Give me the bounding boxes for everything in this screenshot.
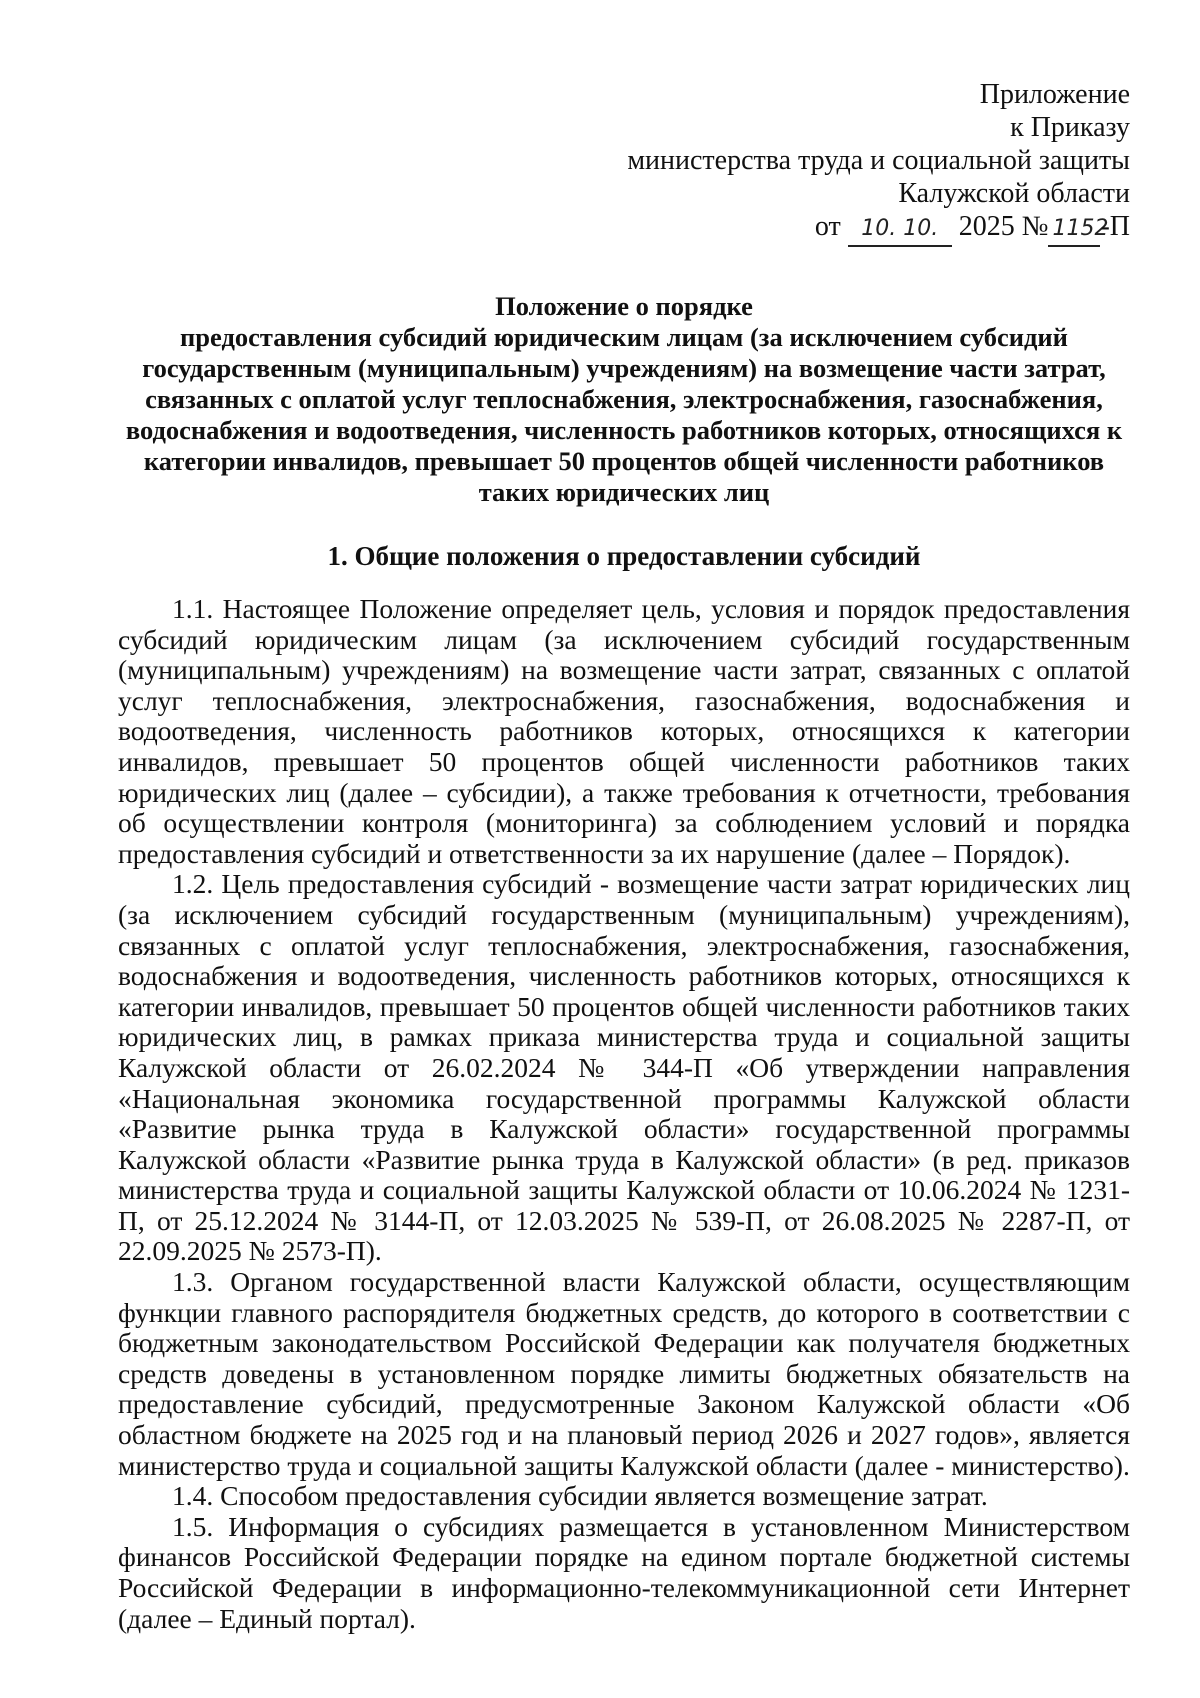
- appendix-order-ref: к Приказу: [1010, 112, 1130, 143]
- paragraph-1-4: 1.4. Способом предоставления субсидии является возмещение затрат.: [172, 1480, 988, 1512]
- appendix-label: Приложение: [979, 79, 1130, 110]
- paragraph-1-3: 1.3. Органом государственной власти Калужской области, осуществляющим функции главного распорядителя бюджетных средств, до которого в соответствии с бюджетным законодательством Российской Федерации как получателя бюджетных средств доведены в установленном порядке лимиты бюджетных обязательств на предоставление субсидий, предусмотренные Законом Калужской области «Об областном бюджете на 2025 год и на плановый период 2026 и 2027 годов», является министерство труда и социальной защиты Калужской области (далее - министерство).: [118, 1266, 1130, 1481]
- handwritten-date: 10. 10.: [848, 212, 952, 247]
- appendix-region: Калужской области: [898, 178, 1130, 209]
- document-title: [118, 291, 1130, 508]
- paragraph-1-2: 1.2. Цель предоставления субсидий - возмещение части затрат юридических лиц (за исключением субсидий государственным (муниципальным) учреждениям), связанных с оплатой услуг теплоснабжения, электроснабжения, газоснабжения, водоснабжения и водоотведения, численность работников которых, относящихся к категории инвалидов, превышает 50 процентов общей численности работников таких юридических лиц, в рамках приказа министерства труда и социальной защиты Калужской области от 26.02.2024 № 344-П «Об утверждении направления «Национальная экономика государственной программы Калужской области «Развитие рынка труда в Калужской области» государственной программы Калужской области «Развитие рынка труда в Калужской области» (в ред. приказов министерства труда и социальной защиты Калужской области от 10.06.2024 № 1231-П, от 25.12.2024 № 3144-П, от 12.03.2025 № 539-П, от 26.08.2025 № 2287-П, от 22.09.2025 № 2573-П).: [118, 868, 1130, 1267]
- number-suffix: -П: [1100, 211, 1130, 242]
- paragraph-1-5: 1.5. Информация о субсидиях размещается в установленном Министерством финансов Российской Федерации порядке на едином портале бюджетной системы Российской Федерации в информационно-телекоммуникационной сети Интернет (далее – Единый портал).: [118, 1510, 1130, 1634]
- title-line-1: Положение о порядке: [495, 291, 753, 321]
- date-prefix: от: [814, 211, 841, 242]
- section-heading: 1. Общие положения о предоставлении субсидий: [327, 541, 921, 571]
- appendix-block: [118, 78, 1130, 247]
- appendix-date-line: [118, 210, 1130, 247]
- number-sign: №: [1021, 211, 1049, 242]
- paragraph-1-1: 1.1. Настоящее Положение определяет цель, условия и порядок предоставления субсидий юридическим лицам (за исключением субсидий государственным (муниципальным) учреждениям) на возмещение части затрат, связанных с оплатой услуг теплоснабжения, электроснабжения, газоснабжения, водоснабжения и водоотведения, численность работников которых, относящихся к категории инвалидов, превышает 50 процентов общей численности работников таких юридических лиц (далее – субсидии), а также требования к отчетности, требования об осуществлении контроля (мониторинга) за соблюдением условий и порядка предоставления субсидий и ответственности за их нарушение (далее – Порядок).: [118, 593, 1130, 869]
- appendix-ministry: министерства труда и социальной защиты: [627, 145, 1130, 176]
- title-line-2: предоставления субсидий юридическим лицам (за исключением субсидий государственным (муниципальным) учреждениям) на возмещение части затрат, связанных с оплатой услуг теплоснабжения, электроснабжения, газоснабжения, водоснабжения и водоотведения, численность работников которых, относящихся к категории инвалидов, превышает 50 процентов общей численности работников таких юридических лиц: [125, 322, 1123, 507]
- order-year: 2025: [958, 211, 1015, 242]
- handwritten-order-number: 1152: [1048, 212, 1100, 247]
- section-body: [118, 594, 1130, 1634]
